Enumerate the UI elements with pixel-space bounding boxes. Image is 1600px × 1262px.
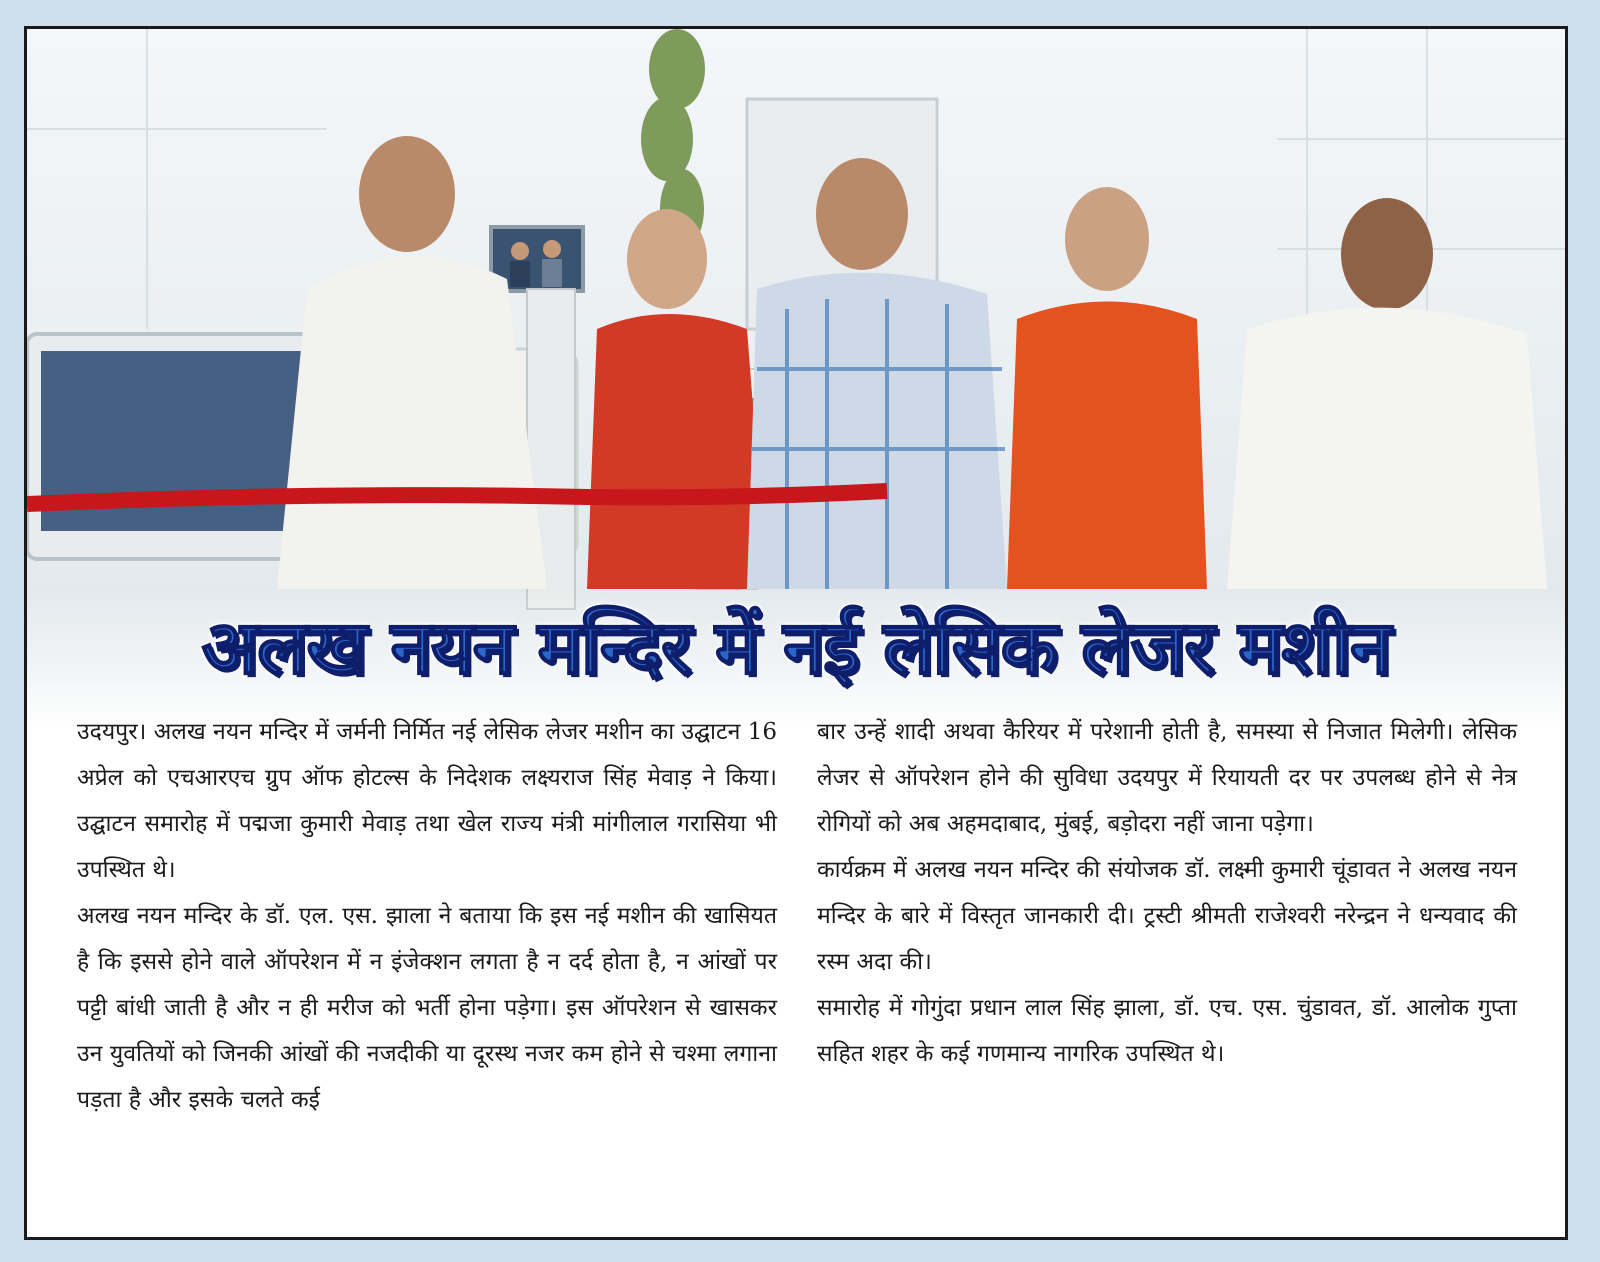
paragraph: उदयपुर। अलख नयन मन्दिर में जर्मनी निर्मित नई लेसिक लेजर मशीन का उद्घाटन 16 अप्रेल को एचआरएच ग्रुप ऑफ होटल्स के निदेशक लक्ष्यराज सिंह मेवाड़ ने किया। उद्घाटन समारोह में पद्मजा कुमारी मेवाड़ तथा खेल राज्य मंत्री मांगीलाल गरासिया भी उपस्थित थे। xyxy=(77,719,777,883)
article-column-left xyxy=(77,709,777,1219)
headline-banner xyxy=(27,594,1565,694)
paragraph: समारोह में गोगुंदा प्रधान लाल सिंह झाला, डॉ. एच. एस. चुंडावत, डॉ. आलोक गुप्ता सहित शहर के कई गणमान्य नागरिक उपस्थित थे। xyxy=(817,995,1517,1067)
article-body xyxy=(57,709,1537,1219)
article-column-right xyxy=(817,709,1517,1219)
paragraph: कार्यक्रम में अलख नयन मन्दिर की संयोजक डॉ. लक्ष्मी कुमारी चूंडावत ने अलख नयन मन्दिर के बारे में विस्तृत जानकारी दी। ट्रस्टी श्रीमती राजेश्वरी नरेन्द्रन ने धन्यवाद की रस्म अदा की। xyxy=(817,857,1517,975)
paragraph: अलख नयन मन्दिर के डॉ. एल. एस. झाला ने बताया कि इस नई मशीन की खासियत है कि इससे होने वाले ऑपरेशन में न इंजेक्शन लगता है न दर्द होता है, न आंखों पर पट्टी बांधी जाती है और न ही मरीज को भर्ती होना पड़ेगा। इस ऑपरेशन से खासकर उन युवतियों को जिनकी आंखों की नजदीकी या दूरस्थ नजर कम होने से चश्मा लगाना पड़ता है और इसके चलते कई xyxy=(77,903,777,1113)
red-ribbon xyxy=(27,491,887,504)
paragraph: बार उन्हें शादी अथवा कैरियर में परेशानी होती है, समस्या से निजात मिलेगी। लेसिक लेजर से ऑपरेशन होने की सुविधा उदयपुर में रियायती दर पर उपलब्ध होने से नेत्र रोगियों को अब अहमदाबाद, मुंबई, बड़ोदरा नहीं जाना पड़ेगा। xyxy=(817,719,1517,837)
newspaper-clipping xyxy=(24,26,1568,1240)
headline: अलख नयन मन्दिर में नई लेसिक लेजर मशीन xyxy=(201,604,1391,691)
